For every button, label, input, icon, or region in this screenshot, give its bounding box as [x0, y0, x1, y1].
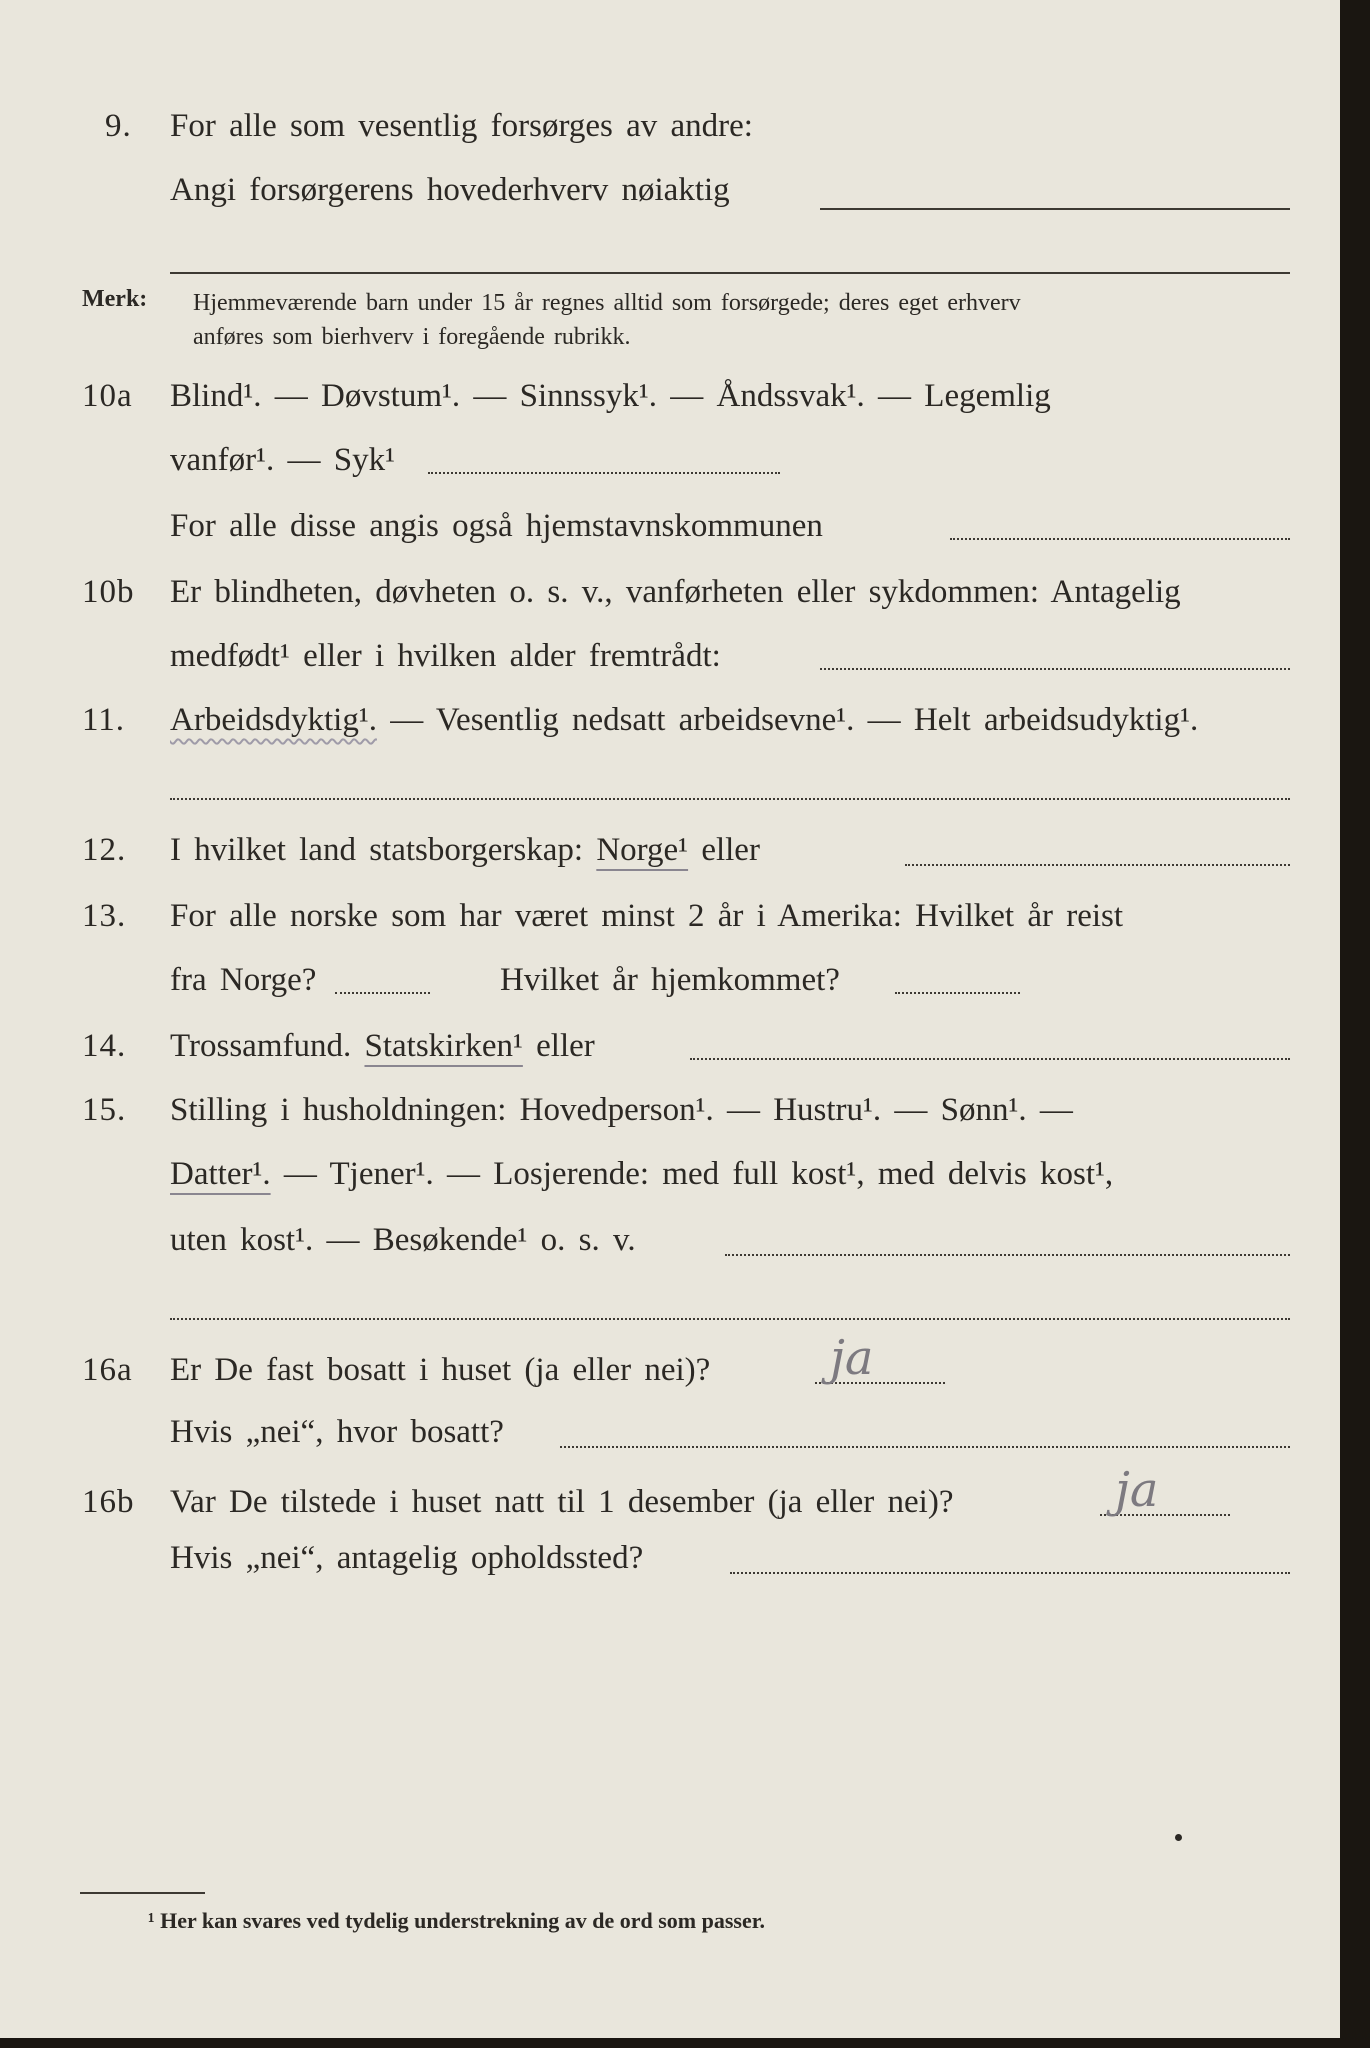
q9-line1: For alle som vesentlig forsørges av andre: — [170, 108, 753, 144]
q10a-syk-answer-line — [428, 472, 780, 474]
q15-answer-line-2 — [170, 1318, 1290, 1320]
q15-number: 15. — [82, 1092, 127, 1128]
q16b-line2: Hvis „nei“, antagelig opholdssted? — [170, 1540, 644, 1576]
q14-marked-answer: Statskirken¹ — [364, 1028, 523, 1064]
footnote — [148, 1908, 765, 1934]
q10a-line2: vanfør¹. — Syk¹ — [170, 442, 396, 478]
q16a-bosatt-answer-line — [560, 1446, 1290, 1448]
scan-dark-bottom — [0, 2038, 1370, 2048]
q15-line1: Stilling i husholdningen: Hovedperson¹. — Hustru¹. — Sønn¹. — — [170, 1092, 1073, 1128]
q16b-handwritten-answer: ja — [1115, 1462, 1159, 1518]
q10a-number: 10a — [82, 378, 133, 414]
scan-dark-edge — [1340, 0, 1370, 2048]
q12-suffix: eller — [701, 832, 760, 868]
ink-dot — [1175, 1834, 1182, 1841]
q11-options — [170, 702, 1198, 739]
footnote-rule — [80, 1892, 205, 1894]
q15-line2-rest: — Tjener¹. — Losjerende: med full kost¹, med delvis kost¹, — [283, 1156, 1114, 1192]
q15-answer-line — [725, 1254, 1290, 1256]
q12-prefix: I hvilket land statsborgerskap: — [170, 832, 584, 868]
q16b-opholdssted-answer-line — [730, 1572, 1290, 1574]
q13-line2b: Hvilket år hjemkommet? — [500, 962, 840, 998]
merk-line1: Hjemmeværende barn under 15 år regnes alltid som forsørgede; deres eget erhverv — [193, 290, 1021, 316]
q14-text — [170, 1028, 595, 1065]
q14-prefix: Trossamfund. — [170, 1028, 352, 1064]
q13-line2a: fra Norge? — [170, 962, 317, 998]
footnote-mark: ¹ — [148, 1908, 155, 1933]
q11-number: 11. — [82, 702, 126, 738]
q11-marked-answer: Arbeidsdyktig¹. — [170, 702, 377, 738]
q13-line1: For alle norske som har været minst 2 år i Amerika: Hvilket år reist — [170, 898, 1124, 934]
q15-line3: uten kost¹. — Besøkende¹ o. s. v. — [170, 1222, 636, 1258]
q14-answer-line — [690, 1058, 1290, 1060]
q14-suffix: eller — [536, 1028, 595, 1064]
q10b-answer-line — [820, 668, 1290, 670]
q11-rest: — Vesentlig nedsatt arbeidsevne¹. — Helt arbeidsudyktig¹. — [390, 702, 1199, 738]
q10b-line1: Er blindheten, døvheten o. s. v., vanførheten eller sykdommen: Antagelig — [170, 574, 1181, 610]
q16b-number: 16b — [82, 1484, 135, 1520]
merk-line2: anføres som bierhverv i foregående rubrikk. — [193, 324, 631, 350]
q12-marked-answer: Norge¹ — [596, 832, 689, 868]
q14-number: 14. — [82, 1028, 127, 1064]
q16a-line2: Hvis „nei“, hvor bosatt? — [170, 1414, 504, 1450]
q10b-number: 10b — [82, 574, 135, 610]
q13-hjemkommet-answer-line — [895, 992, 1020, 994]
q9-number: 9. — [105, 108, 132, 144]
q16a-line1: Er De fast bosatt i huset (ja eller nei)? — [170, 1352, 711, 1388]
footnote-text: Her kan svares ved tydelig understrekning av de ord som passer. — [160, 1908, 765, 1933]
merk-label: Merk: — [82, 286, 148, 312]
q16b-line1: Var De tilstede i huset natt til 1 desember (ja eller nei)? — [170, 1484, 954, 1520]
q12-number: 12. — [82, 832, 127, 868]
q16a-number: 16a — [82, 1352, 133, 1388]
q9-line2: Angi forsørgerens hovederhverv nøiaktig — [170, 172, 730, 208]
q10a-line3: For alle disse angis også hjemstavnskommunen — [170, 508, 823, 544]
q11-answer-line — [170, 798, 1290, 800]
q15-line2 — [170, 1156, 1113, 1193]
q12-answer-line — [905, 864, 1290, 866]
q10a-line1: Blind¹. — Døvstum¹. — Sinnssyk¹. — Åndssvak¹. — Legemlig — [170, 378, 1051, 414]
q16a-handwritten-answer: ja — [830, 1330, 874, 1386]
q9-answer-line — [820, 208, 1290, 210]
q15-marked-answer: Datter¹. — [170, 1156, 271, 1192]
q10b-line2: medfødt¹ eller i hvilken alder fremtrådt: — [170, 638, 721, 674]
q9-answer-line-2 — [170, 272, 1290, 274]
q10a-hjemstavn-answer-line — [950, 538, 1290, 540]
q13-number: 13. — [82, 898, 127, 934]
q12-text — [170, 832, 760, 869]
q13-reist-answer-line — [335, 992, 430, 994]
